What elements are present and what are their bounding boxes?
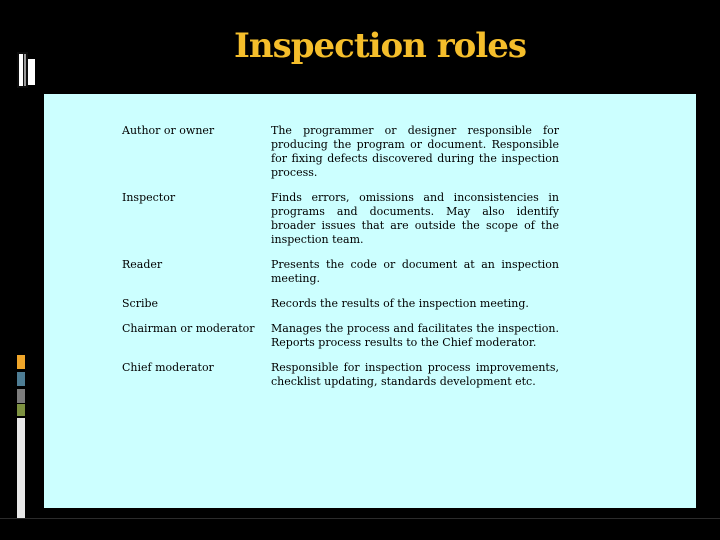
decorative-bar xyxy=(28,59,35,85)
role-row xyxy=(122,258,602,286)
decorative-bar xyxy=(19,54,23,86)
roles-table xyxy=(122,124,602,400)
role-row xyxy=(122,191,602,247)
role-name: Chief moderator xyxy=(122,361,214,374)
slide-title: Inspection roles xyxy=(233,26,526,66)
role-description: Responsible for inspection process improvements, checklist updating, standards development etc. xyxy=(271,361,559,388)
role-name: Reader xyxy=(122,258,163,271)
role-row xyxy=(122,322,602,350)
role-name: Inspector xyxy=(122,191,176,204)
role-row xyxy=(122,361,602,389)
role-row xyxy=(122,297,602,311)
decorative-bar xyxy=(17,389,25,403)
decorative-bar xyxy=(17,372,25,386)
role-description: Finds errors, omissions and inconsistencies in programs and documents. May also identify broader issues that are outside the scope of the inspection team. xyxy=(271,191,559,246)
role-row xyxy=(122,124,602,180)
role-description: The programmer or designer responsible for producing the program or document. Responsible for fixing defects discovered during the inspection process. xyxy=(271,124,559,179)
role-description: Presents the code or document at an inspection meeting. xyxy=(271,258,559,285)
role-name: Author or owner xyxy=(122,124,215,137)
decorative-bar xyxy=(17,418,25,518)
divider xyxy=(0,518,720,519)
decorative-bar xyxy=(17,404,25,416)
decorative-bar xyxy=(17,355,25,369)
role-description: Records the results of the inspection meeting. xyxy=(271,297,529,310)
role-description: Manages the process and facilitates the inspection. Reports process results to the Chief moderator. xyxy=(271,322,559,349)
decorative-bar xyxy=(24,54,26,86)
role-name: Chairman or moderator xyxy=(122,322,255,335)
role-name: Scribe xyxy=(122,297,159,310)
